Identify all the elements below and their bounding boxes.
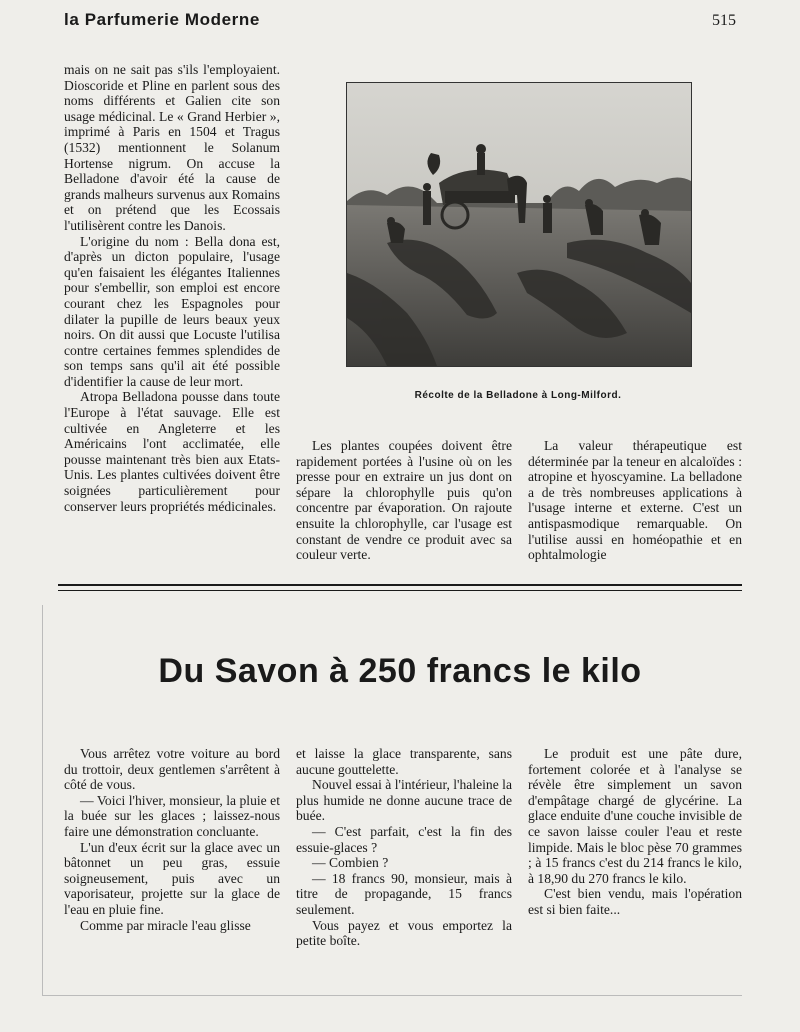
top-article-column-2 <box>296 438 512 563</box>
frame-line <box>42 605 43 995</box>
paragraph: et laisse la glace transparente, sans aucune gouttelette. <box>296 746 512 777</box>
harvest-photograph <box>346 82 692 367</box>
top-article-column-3 <box>528 438 742 563</box>
photo-caption: Récolte de la Belladone à Long-Milford. <box>414 390 622 401</box>
paragraph: L'un d'eux écrit sur la glace avec un bâtonnet un peu gras, essuie soigneusement, puis avec un vaporisateur, projette sur la glace de l'eau en pluie fine. <box>64 839 280 917</box>
paragraph: Comme par miracle l'eau glisse <box>80 917 251 933</box>
paragraph: mais on ne sait pas s'ils l'employaient. Dioscoride et Pline en parlent sous des noms différents et Galien cite son usage médicinal. Le « Grand Herbier », imprimé à Paris en 1504 et Tragus (1532) mentionnent le Solanum Hortense nigrum. On accuse la Belladone d'avoir été la cause de grands malheurs survenus aux Romains et on prétend que les Ecossais l'utilisèrent contre les Danois. <box>64 62 280 233</box>
separator-rule <box>58 584 742 586</box>
bottom-article-column-1 <box>64 746 280 933</box>
paragraph: — Combien ? <box>312 855 389 871</box>
separator-rule <box>58 590 742 591</box>
paragraph: — Voici l'hiver, monsieur, la pluie et la buée sur les glaces ; laissez-nous faire une démonstration concluante. <box>64 792 280 839</box>
paragraph: Nouvel essai à l'intérieur, l'haleine la plus humide ne donne aucune trace de buée. <box>296 777 512 824</box>
paragraph: La valeur thérapeutique est déterminée par la teneur en alcaloïdes : atropine et hyoscyamine. La belladone a de très nombreuses applications à l'usage interne et externe. C'est un antispasmodique remarquable. On l'utilise aussi en homéopathie et en ophtalmologie <box>528 438 742 563</box>
paragraph: L'origine du nom : Bella dona est, d'après un dicton populaire, l'usage qu'en faisaient les élégantes Italiennes pour s'embellir, son emploi est encore courant chez les Espagnoles pour dilater la pupille de leurs beaux yeux noirs. On dit aussi que Locuste l'utilisa contre certaines femmes splendides de son temps sans qu'il ait été possible d'identifier la cause de leur mort. <box>64 233 280 389</box>
bottom-article-column-2 <box>296 746 512 949</box>
paragraph: Les plantes coupées doivent être rapidement portées à l'usine où on les presse pour en extraire un jus dont on sépare la chlorophylle puis qu'on concentre par évaporation. On rajoute ensuite la chlorophylle, car l'usage est constant de vendre ce produit avec sa couleur verte. <box>296 438 512 563</box>
paragraph: Vous payez et vous emportez la petite boîte. <box>296 917 512 949</box>
paragraph: Le produit est une pâte dure, fortement colorée et à l'analyse se révèle être simplement un savon d'empâtage chargé de glycérine. La glace enduite d'une couche invisible de ce savon laisse couler l'eau et reste limpide. Mais le bloc pèse 70 grammes ; à 15 francs c'est du 214 francs le kilo, à 18,90 du 270 francs le kilo. <box>528 746 742 886</box>
paragraph: — 18 francs 90, monsieur, mais à titre de propagande, 15 francs seulement. <box>296 870 512 917</box>
top-article-column-1 <box>64 62 280 514</box>
bottom-article-column-3 <box>528 746 742 918</box>
journal-title: la Parfumerie Moderne <box>64 10 260 29</box>
paragraph: — C'est parfait, c'est la fin des essuie-glaces ? <box>296 823 512 855</box>
page-number: 515 <box>712 12 736 29</box>
paragraph: Atropa Belladona pousse dans toute l'Europe à l'état sauvage. Elle est cultivée en Angleterre et les Américains l'ont acclimatée, elle pousse maintenant très bien aux Etats-Unis. Les plantes cultivées doivent être soignées particulièrement pour conserver leurs propriétés médicinales. <box>64 389 280 514</box>
article-headline: Du Savon à 250 francs le kilo <box>158 652 642 690</box>
paragraph: Vous arrêtez votre voiture au bord du trottoir, deux gentlemen s'arrêtent à côté de vous. <box>64 746 280 793</box>
frame-line <box>42 995 742 996</box>
paragraph: C'est bien vendu, mais l'opération est si bien faite... <box>528 886 742 917</box>
